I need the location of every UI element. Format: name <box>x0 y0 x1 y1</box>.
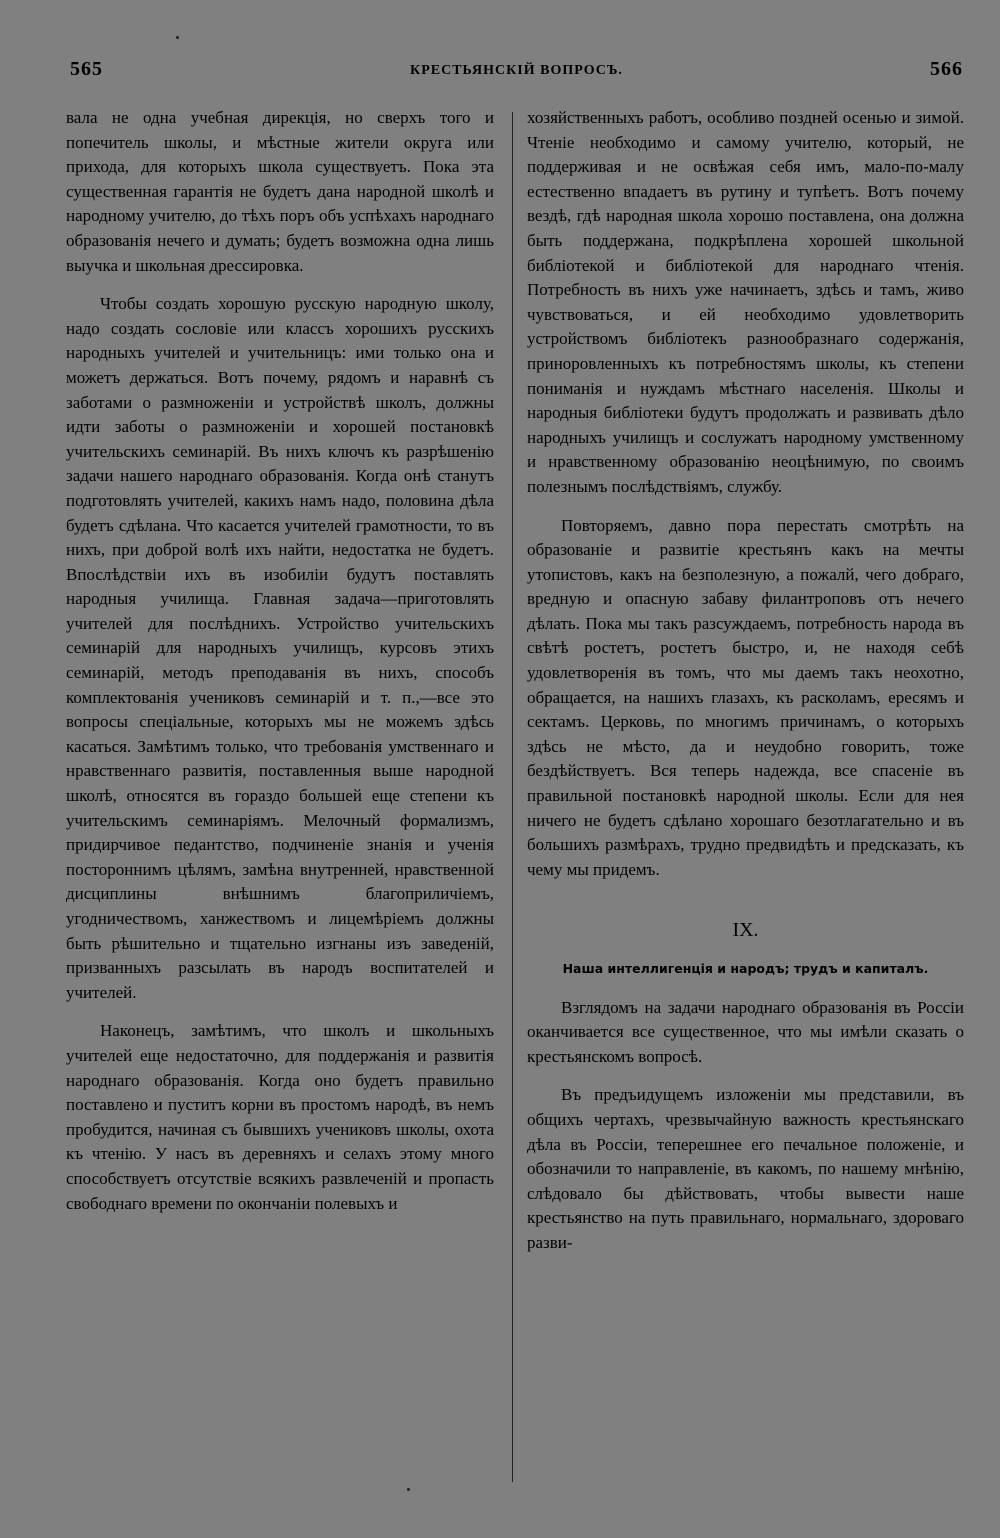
right-paragraph-3: Взглядомъ на задачи народнаго образованія въ Россіи оканчивается все существенное, что мы имѣли сказать о крестьянскомъ вопросѣ. <box>527 997 964 1066</box>
page-number-right: 566 <box>930 58 963 80</box>
page-header <box>70 58 963 88</box>
speck-mark <box>176 36 179 39</box>
section-title: Наша интеллигенція и народъ; трудъ и капиталъ. <box>562 961 929 976</box>
speck-mark <box>407 1488 410 1491</box>
left-paragraph-1: вала не одна учебная дирекція, но сверхъ того и попечитель школы, и мѣстные жители округа или прихода, для которыхъ школа существуетъ. Пока эта существенная гарантія не будетъ дана народной школѣ и народному учителю, до тѣхъ поръ объ успѣхахъ народнаго образованія нечего и думать; будетъ возможна одна лишь выучка и школьная дрессировка. <box>66 108 494 275</box>
right-paragraph-2: Повторяемъ, давно пора перестать смотрѣть на образованіе и развитіе крестьянъ какъ на мечты утопистовъ, какъ на безполезную, а пожалй, чего добраго, вредную и опасную забаву филантроповъ отъ нечего дѣлать. Пока мы такъ разсуждаемъ, потребность народа въ свѣтѣ ростетъ, ростетъ быстро, и, не находя себѣ удовлетворенія въ томъ, что мы даемъ такъ неохотно, обращается, на нашихъ глазахъ, къ расколамъ, ересямъ и сектамъ. Церковь, по многимъ причинамъ, о которыхъ здѣсь не мѣсто, да и неудобно говорить, тоже бездѣйствуетъ. Вся теперь надежда, все спасеніе въ правильной постановкѣ народной школы. Если для нея ничего не будетъ сдѣлано хорошаго безотлагательно и въ большихъ размѣрахъ, трудно предвидѣть и предсказать, къ чему мы придемъ. <box>527 515 964 879</box>
column-divider <box>512 112 513 1482</box>
page-number-left: 565 <box>70 58 103 80</box>
right-paragraph-1: хозяйственныхъ работъ, особливо поздней осенью и зимой. Чтеніе необходимо и самому учителю, который, не поддерживая и не освѣжая себя имъ, мало-по-малу естественно впадаетъ въ рутину и тупѣетъ. Вотъ почему вездѣ, гдѣ народная школа хорошо поставлена, она должна быть поддержана, подкрѣплена хорошей школьной библіотекой и библіотекой для народнаго чтенія. Потребность въ нихъ уже начинаетъ, здѣсь и тамъ, живо чувствоваться, и ей необходимо удовлетворить устройствомъ библіотекъ разнообразнаго содержанія, приноровленныхъ къ потребностямъ школы, къ степени пониманія и нуждамъ мѣстнаго населенія. Школы и народныя библіотеки будутъ продолжать и развивать дѣло народныхъ училищъ и сослужатъ народному умственному и нравственному образованію неоцѣнимую, по своимъ полезнымъ послѣдствіямъ, службу. <box>527 108 964 496</box>
right-column <box>527 106 964 1256</box>
left-column <box>66 106 494 1216</box>
right-paragraph-4: Въ предъидущемъ изложеніи мы представили, въ общихъ чертахъ, чрезвычайную важность крестьянскаго дѣла въ Россіи, теперешнее его печальное положеніе, и обозначили то направленіе, въ какомъ, по нашему мнѣнію, слѣдовало бы дѣйствовать, чтобы вывести наше крестьянство на путь правильнаго, нормальнаго, здороваго разви- <box>527 1085 964 1252</box>
section-number: IX. <box>732 919 759 942</box>
running-title: КРЕСТЬЯНСКІЙ ВОПРОСЪ. <box>410 63 623 78</box>
left-paragraph-2: Чтобы создать хорошую русскую народную школу, надо создать сословіе или классъ хорошихъ русскихъ народныхъ учителей и учительницъ: ими только она и можетъ держаться. Вотъ почему, рядомъ и наравнѣ съ заботами о размноженіи и устройствѣ школъ, должны идти заботы о размноженіи и хорошей постановкѣ учительскихъ семинарій. Въ нихъ ключъ къ разрѣшенію задачи нашего народнаго образованія. Когда онѣ станутъ подготовлять учителей, какихъ намъ надо, половина дѣла будетъ сдѣлана. Что касается учителей грамотности, то въ нихъ, при доброй волѣ ихъ найти, недостатка не будетъ. Впослѣдствіи ихъ въ изобиліи будутъ поставлять народныя училища. Главная задача—приготовлять учителей для послѣднихъ. Устройство учительскихъ семинарій для народныхъ училищъ, курсовъ этихъ семинарій, методъ преподаванія въ нихъ, способъ комплектованія учениковъ семинарій и т. п.,—все это вопросы спеціальные, которыхъ мы не можемъ здѣсь касаться. Замѣтимъ только, что требованія умственнаго и нравственнаго развитія, поставленныя выше народной школѣ, относятся въ гораздо большей еще степени къ учительскимъ семинаріямъ. Мелочный формализмъ, придирчивое педантство, подчиненіе знанія и ученія постороннимъ цѣлямъ, замѣна внутренней, нравственной дисциплины внѣшнимъ благоприличіемъ, угодничествомъ, ханжествомъ и лицемѣріемъ должны быть рѣшительно и тщательно изгнаны изъ заведеній, призванныхъ разсылать въ народъ воспитателей и учителей. <box>66 294 494 1002</box>
left-paragraph-3: Наконецъ, замѣтимъ, что школъ и школьныхъ учителей еще недостаточно, для поддержанія и развитія народнаго образованія. Когда оно будетъ правильно поставлено и пуститъ корни въ простомъ народѣ, въ немъ пробудится, начиная съ бывшихъ учениковъ школы, охота къ чтенію. У насъ въ деревняхъ и селахъ этому много способствуетъ отсутствіе всякихъ развлеченій и пропасть свободнаго времени по окончаніи полевыхъ и <box>66 1021 494 1213</box>
